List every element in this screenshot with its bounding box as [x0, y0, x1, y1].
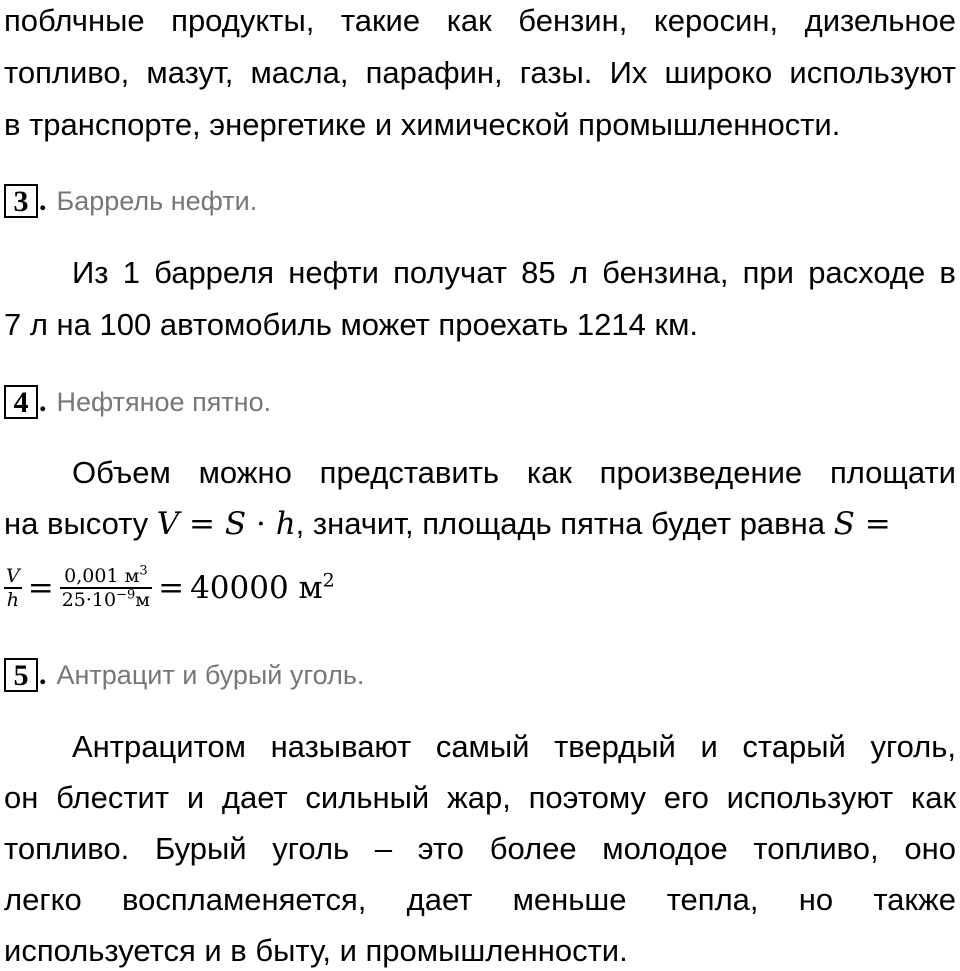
- section-4-line-2-middle: , значит, площадь пятна будет равна: [295, 506, 834, 541]
- word: –: [374, 831, 393, 866]
- word: он: [4, 780, 39, 815]
- word: используют: [726, 780, 894, 815]
- word: бензин,: [518, 3, 628, 38]
- word: жар,: [446, 780, 511, 815]
- fraction-2-denominator-unit: м: [135, 589, 151, 611]
- fraction-1-denominator: h: [6, 589, 19, 611]
- fraction-2-numerator: [62, 565, 150, 587]
- word: продукты,: [171, 3, 315, 38]
- word: меньше: [512, 882, 627, 917]
- section-5-line-4: [4, 880, 956, 920]
- word: топливо.: [4, 831, 130, 866]
- fraction-2-denominator: [60, 589, 152, 611]
- word: 1: [122, 255, 140, 290]
- section-4-line-1: [4, 453, 956, 493]
- word: при: [742, 255, 794, 290]
- section-5-line-5: используется и в быту, и промышленности.: [4, 933, 628, 968]
- fraction-1-numerator: V: [6, 565, 20, 587]
- word: как: [526, 455, 572, 490]
- section-3-title: Баррель нефти.: [56, 185, 258, 216]
- section-3-heading: [4, 181, 257, 221]
- intro-line-3: в транспорте, энергетике и химической промышленности.: [4, 107, 841, 142]
- word: блестит: [56, 780, 170, 815]
- word: Их: [609, 55, 648, 90]
- word: дает: [406, 882, 473, 917]
- word: самый: [435, 729, 530, 764]
- word: расходе: [808, 255, 926, 290]
- word: дизельное: [804, 3, 956, 38]
- word: Бурый: [154, 831, 247, 866]
- fraction-2-numerator-exp: 3: [139, 563, 148, 579]
- word: уголь: [272, 831, 350, 866]
- word: твердый: [554, 729, 676, 764]
- fraction-v-over-h: [4, 565, 22, 611]
- word: Из: [72, 255, 109, 290]
- word: его: [663, 780, 709, 815]
- word: сильный: [305, 780, 430, 815]
- formula-result-exp: 2: [322, 569, 335, 592]
- section-5-number: 5: [4, 658, 38, 692]
- word: масла,: [250, 55, 349, 90]
- result-eq: =: [854, 506, 891, 542]
- word: и: [700, 729, 718, 764]
- word: более: [489, 831, 577, 866]
- word: площати: [829, 455, 956, 490]
- word: топливо,: [753, 831, 879, 866]
- word: получат: [393, 255, 507, 290]
- formula-dot: ·: [246, 506, 276, 542]
- word: произведение: [599, 455, 803, 490]
- word: представить: [319, 455, 500, 490]
- word: оно: [904, 831, 956, 866]
- word: поблчные: [4, 3, 145, 38]
- word: Объем: [72, 455, 171, 490]
- area-formula: [4, 552, 335, 624]
- word: можно: [198, 455, 292, 490]
- section-4-line-2: [4, 504, 956, 544]
- word: как: [446, 3, 492, 38]
- word: воспламеняется,: [122, 882, 367, 917]
- word: как: [910, 780, 956, 815]
- section-4-number: 4: [4, 385, 38, 419]
- formula-s: S: [224, 506, 247, 542]
- word: дает: [221, 780, 288, 815]
- word: но: [798, 882, 834, 917]
- word: это: [417, 831, 465, 866]
- section-4-number-dot: .: [39, 385, 47, 418]
- word: топливо,: [4, 55, 130, 90]
- section-3-number: 3: [4, 184, 38, 218]
- formula-v: V: [156, 506, 180, 542]
- formula-eq: =: [179, 506, 225, 542]
- formula-h: h: [275, 506, 296, 542]
- word: также: [873, 882, 956, 917]
- word: тепла,: [666, 882, 759, 917]
- word: называют: [270, 729, 412, 764]
- section-5-line-3: [4, 829, 956, 869]
- section-5-number-dot: .: [39, 658, 47, 691]
- section-5-title: Антрацит и бурый уголь.: [56, 659, 365, 690]
- word: такие: [340, 3, 421, 38]
- fraction-volume-over-thickness: [60, 565, 152, 611]
- word: Антрацитом: [72, 729, 246, 764]
- fraction-2-numerator-text: 0,001 м: [64, 565, 140, 587]
- section-3-line-2: 7 л на 100 автомобиль может проехать 1214 км.: [4, 307, 698, 342]
- word: газы.: [519, 55, 593, 90]
- word: старый: [742, 729, 846, 764]
- section-5-line-2: [4, 778, 956, 818]
- formula-result: [190, 570, 335, 606]
- intro-line-1: [4, 1, 956, 41]
- formula-result-text: 40000 м: [190, 570, 323, 606]
- word: нефти: [288, 255, 379, 290]
- fraction-2-denominator-text: 25·10: [61, 589, 117, 611]
- word: 85: [521, 255, 556, 290]
- word: и: [186, 780, 205, 815]
- word: легко: [4, 882, 82, 917]
- word: уголь,: [870, 729, 956, 764]
- word: поэтому: [528, 780, 646, 815]
- word: в: [939, 255, 956, 290]
- formula-equals-1: =: [27, 570, 54, 606]
- fraction-2-denominator-exp: −9: [116, 587, 136, 603]
- formula-equals-2: =: [158, 570, 185, 606]
- word: мазут,: [146, 55, 234, 90]
- word: барреля: [154, 255, 275, 290]
- word: молодое: [602, 831, 728, 866]
- section-5-heading: [4, 655, 364, 695]
- word: парафин,: [365, 55, 503, 90]
- section-5-line-1: [4, 727, 956, 767]
- word: л: [569, 255, 588, 290]
- section-3-line-1: [4, 253, 956, 293]
- section-4-title: Нефтяное пятно.: [56, 386, 272, 417]
- intro-line-2: [4, 53, 956, 93]
- word: керосин,: [653, 3, 779, 38]
- section-4-line-2-prefix: на высоту: [4, 506, 157, 541]
- result-s: S: [833, 506, 855, 542]
- word: бензина,: [602, 255, 729, 290]
- section-4-heading: [4, 382, 271, 422]
- word: используют: [789, 55, 956, 90]
- section-3-number-dot: .: [39, 184, 47, 217]
- word: широко: [664, 55, 773, 90]
